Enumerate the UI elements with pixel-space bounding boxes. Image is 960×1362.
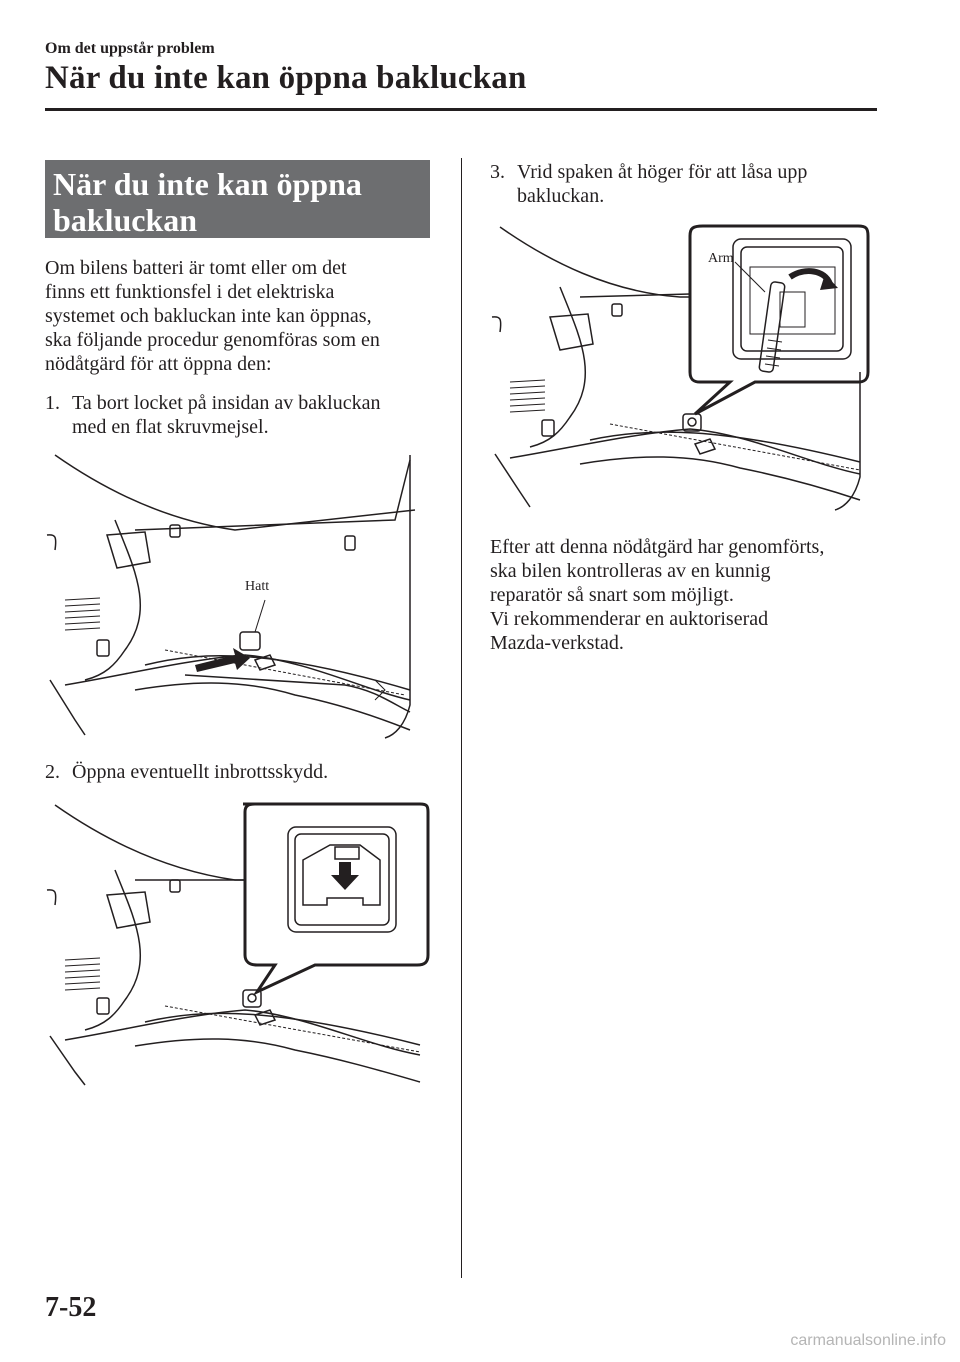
page-number: 7-52 bbox=[45, 1292, 97, 1323]
closing-line: ska bilen kontrolleras av en kunnig bbox=[490, 560, 771, 582]
section-heading-box bbox=[45, 160, 430, 238]
title-rule bbox=[45, 108, 877, 111]
step-2 bbox=[45, 760, 445, 784]
closing-paragraph bbox=[490, 535, 910, 655]
step-3 bbox=[490, 160, 890, 208]
step-text-line: med en flat skruvmejsel. bbox=[72, 416, 269, 438]
closing-line: Efter att denna nödåtgärd har genomförts, bbox=[490, 536, 825, 558]
step-number: 3. bbox=[490, 161, 505, 183]
step-text-line: bakluckan. bbox=[517, 185, 605, 207]
step-number: 1. bbox=[45, 392, 60, 414]
figure-label: Hatt bbox=[245, 579, 270, 594]
page-title: När du inte kan öppna bakluckan bbox=[45, 60, 527, 96]
step-text-line: Vrid spaken åt höger för att låsa upp bbox=[517, 161, 808, 183]
figure-label: Arm bbox=[708, 251, 734, 266]
closing-line: Mazda-verkstad. bbox=[490, 632, 624, 654]
step-text-line: Ta bort locket på insidan av bakluckan bbox=[72, 392, 381, 414]
closing-line: reparatör så snart som möjligt. bbox=[490, 584, 734, 606]
figure-anti-theft-cover bbox=[45, 800, 430, 1090]
section-label: Om det uppstår problem bbox=[45, 40, 215, 57]
intro-line: systemet och bakluckan inte kan öppnas, bbox=[45, 305, 372, 327]
step-1 bbox=[45, 391, 445, 439]
step-text-line: Öppna eventuellt inbrottsskydd. bbox=[72, 761, 329, 783]
intro-line: Om bilens batteri är tomt eller om det bbox=[45, 257, 347, 279]
step-number: 2. bbox=[45, 761, 60, 783]
figure-turn-lever bbox=[490, 222, 875, 512]
closing-line: Vi rekommenderar en auktoriserad bbox=[490, 608, 769, 630]
section-heading-line: bakluckan bbox=[53, 202, 198, 238]
section-heading-line: När du inte kan öppna bbox=[53, 166, 362, 202]
watermark: carmanualsonline.info bbox=[790, 1332, 946, 1349]
figure-remove-cap bbox=[45, 450, 425, 740]
intro-line: ska följande procedur genomföras som en bbox=[45, 329, 380, 351]
intro-line: finns ett funktionsfel i det elektriska bbox=[45, 281, 335, 303]
intro-line: nödåtgärd för att öppna den: bbox=[45, 353, 272, 375]
intro-paragraph bbox=[45, 256, 445, 376]
column-divider bbox=[461, 158, 462, 1278]
